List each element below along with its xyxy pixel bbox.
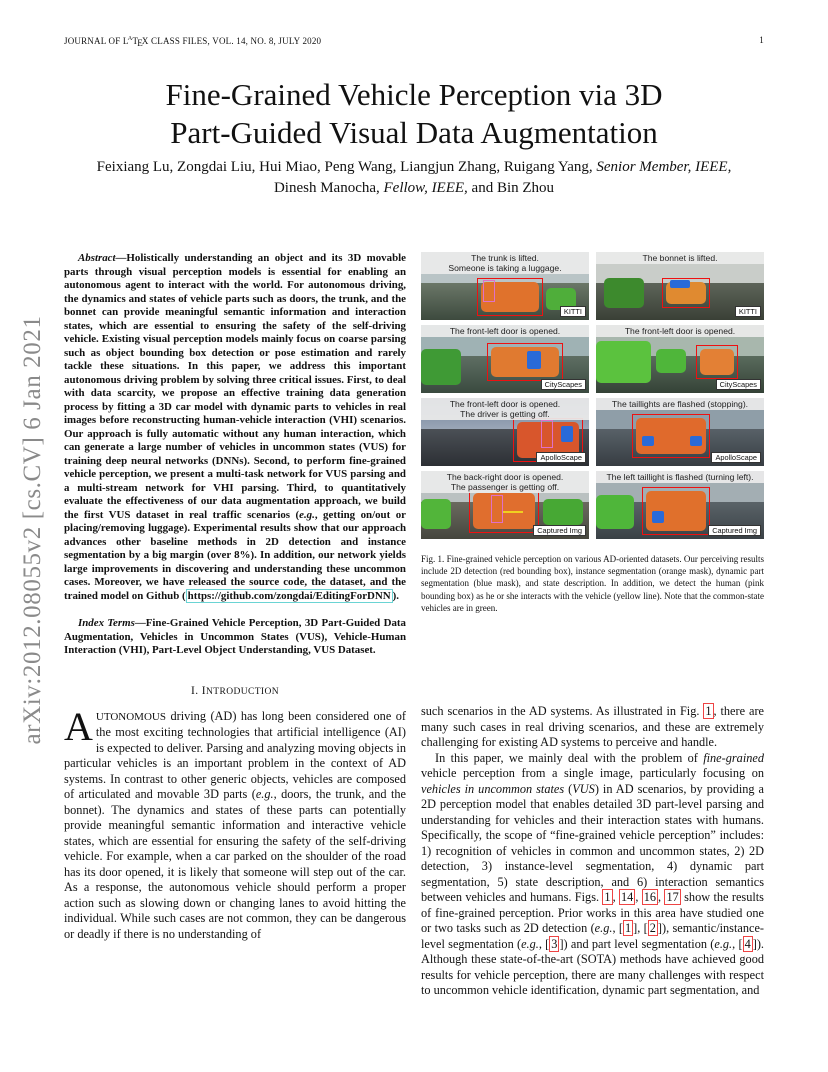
part-mask — [670, 280, 690, 288]
citation-ref[interactable]: 1 — [624, 921, 632, 936]
tile-caption: The left taillight is flashed (turning left). — [596, 471, 764, 483]
tile-caption: The taillights are flashed (stopping). — [596, 398, 764, 410]
running-header — [64, 35, 764, 48]
person-box — [491, 495, 503, 523]
dataset-tag: CityScapes — [716, 379, 761, 390]
common-vehicle — [596, 495, 634, 529]
dataset-tag: Captured Img — [533, 525, 586, 536]
figure-tile — [596, 398, 764, 466]
section-heading-introduction: I. INTRODUCTION — [190, 684, 280, 697]
figure-tile — [421, 325, 589, 393]
common-vehicle — [604, 278, 644, 308]
figure-caption: Fig. 1. Fine-grained vehicle perception on various AD-oriented datasets. Our perceiving results include 2D detection (red bounding box), instance segmentation (orange mask), dynamic part segmentation (blue mask), and state description. In addition, we detect the human (pink bounding box) as he or she interacts with the vehicle (yellow line). Note that the common-state vehicles are in green. — [421, 554, 764, 613]
figure-1 — [421, 252, 764, 550]
arxiv-stamp: arXiv:2012.08055v2 [cs.CV] 6 Jan 2021 — [19, 315, 46, 745]
dataset-tag: ApolloScape — [711, 452, 761, 463]
journal-name: JOURNAL OF $L^AT_EX$ CLASS FILES, VOL. 14, NO. 8, JULY 2020 — [64, 35, 322, 48]
figure-tile — [421, 471, 589, 539]
dataset-tag: Captured Img — [708, 525, 761, 536]
tile-caption: The back-right door is opened. The passenger is getting off. — [421, 471, 589, 493]
person-box — [483, 280, 495, 302]
right-body-text — [421, 704, 764, 999]
figure-ref[interactable]: 16 — [643, 890, 657, 905]
figure-ref[interactable]: 1 — [705, 704, 712, 719]
page-number: 1 — [759, 35, 764, 45]
paragraph: In this paper, we mainly deal with the problem of fine-grained vehicle perception from a single image, particularly focusing on vehicles in uncommon states (VUS) in AD scenarios, by providing a 2D perception model that enables detailed 3D part-level parsing and understanding for vehicles and their interaction states with humans. Specifically, the scope of “fine-grained vehicle perception” includes: 1) recognition of vehicles in common and uncommon states, 2) 2D detection, 3) instance-level segmentation, 4) dynamic part segmentation, 5) state description, and 6) interaction semantics between vehicles and humans. Figs. 1 , 14 , 16 , 17 show the results of fine-grained perception. Prior works in this area have studied one or two tasks such as 2D detection (e.g., [ 1 ], [ 2 ]), semantic/instance-level segmentation (e.g., [ 3 ]) and part level segmentation (e.g., [ 4 ]). Although these state-of-the-art (SOTA) methods have achieved good results for vehicle perception, there are many challenges with respect to uncommon vehicle identification, dynamic part segmentation, and — [421, 750, 765, 998]
paragraph: such scenarios in the AD systems. As illustrated in Fig. 1 , there are many such cases in real driving scenarios, and these are extremely challenging for existing AD systems to perceive and handle. — [421, 704, 764, 750]
interaction-line — [503, 511, 523, 513]
detection-box — [487, 343, 563, 381]
paper-title — [64, 76, 764, 152]
right-column — [421, 252, 764, 999]
part-mask — [652, 511, 664, 523]
common-vehicle — [596, 341, 651, 383]
tile-caption: The front-left door is opened. — [421, 325, 589, 337]
abstract: Abstract—Holistically understanding an object and its 3D movable parts through visual perception models is essential for enabling an autonomous agent to interact with the world. For autonomous driving, the dynamics and states of vehicle parts such as doors, the trunk, and the bonnet can provide meaningful semantic information and interaction states, which are essential to ensuring the safety of the self-driving vehicle. Existing visual perception models mainly focus on coarse parsing such as object bounding box detection or pose estimation and rarely tackle these situations. In this paper, we address this important autonomous driving problem by solving three critical issues. First, to deal with data scarcity, we propose an effective training data generation process by fitting a 3D car model with dynamic parts to vehicles in real images before reconstructing human-vehicle interaction (VHI) scenarios. Our approach is fully automatic without any human interaction, which can generate a large number of vehicles in uncommon states (VUS) for training deep neural networks (DNNs). Second, to perform fine-grained vehicle perception, we present a multi-task network for VUS parsing and a multi-stream network for VHI parsing. Third, to quantitatively evaluate the effectiveness of our data augmentation approach, we build the first VUS dataset in real traffic scenarios (e.g., getting on/out or placing/removing luggage). Experimental results show that our approach advances other baseline methods in 2D detection and instance segmentation by a big margin (over 8%). In addition, our network yields large improvements in discovering and understanding these uncommon cases. Moreover, we have released the source code, the dataset, and the trained model on Github ( https://github.com/zongdai/EditingForDNN ). — [64, 252, 406, 602]
title-line-1: Fine-Grained Vehicle Perception via 3D — [165, 77, 663, 112]
figure-tile — [596, 325, 764, 393]
figure-tile — [421, 398, 589, 466]
tile-caption: The front-left door is opened. — [596, 325, 764, 337]
figure-ref[interactable]: 1 — [604, 890, 611, 905]
dataset-tag: ApolloScape — [536, 452, 586, 463]
part-mask — [561, 426, 573, 442]
citation-ref[interactable]: 2 — [649, 921, 656, 936]
common-vehicle — [421, 499, 451, 529]
figure-tile — [596, 471, 764, 539]
common-vehicle — [421, 349, 461, 385]
citation-ref[interactable]: 4 — [744, 936, 751, 951]
person-box — [541, 420, 553, 448]
drop-cap: A — [64, 703, 93, 749]
dataset-tag: KITTI — [735, 306, 761, 317]
tile-caption: The front-left door is opened. The driver is getting off. — [421, 398, 589, 420]
figure-ref[interactable]: 17 — [666, 890, 679, 905]
intro-paragraph: AUTONOMOUS driving (AD) has long been considered one of the most exciting technologies that artificial intelligence (AI) is expected to deliver. Parsing and analyzing moving objects in particular vehicles is an important problem in the context of AD systems. In contrast to other generic objects, vehicles are composed of articulated and movable 3D parts (e.g., doors, the trunk, and the bonnet). The dynamics and states of these parts can potentially provide meaningful semantic information and interactive vehicle states, which are essential for ensuring the safety of the self-driving vehicle. For example, when a car parked on the shoulder of the road has its door opened, it is likely that someone will step out of the car. As a response, the autonomous vehicle should perform a proper action such as slowing down or changing lanes to avoid hitting the individual. While such cases are not common, they can be dangerous or deadly if there is no understanding of — [64, 703, 407, 941]
part-mask — [690, 436, 702, 446]
part-mask — [527, 351, 541, 369]
tile-caption: The bonnet is lifted. — [596, 252, 764, 264]
common-vehicle — [656, 349, 686, 373]
tile-caption: The trunk is lifted. Someone is taking a luggage. — [421, 252, 589, 274]
index-terms: Index Terms—Fine-Grained Vehicle Perception, 3D Part-Guided Data Augmentation, Vehicles in Uncommon States (VUS), Vehicle-Human Interaction (VHI), Part-Level Object Understanding, VUS Dataset. — [64, 617, 406, 656]
title-line-2: Part-Guided Visual Data Augmentation — [170, 115, 658, 150]
figure-tile — [596, 252, 764, 320]
citation-ref[interactable]: 3 — [551, 936, 558, 951]
author-list: Feixiang Lu, Zongdai Liu, Hui Miao, Peng Wang, Liangjun Zhang, Ruigang Yang, Senior Member, IEEE, Dinesh Manocha, Fellow, IEEE, and Bin Zhou — [96, 159, 732, 196]
dataset-tag: KITTI — [560, 306, 586, 317]
dataset-tag: CityScapes — [541, 379, 586, 390]
detection-box — [696, 345, 738, 379]
figure-ref[interactable]: 14 — [621, 890, 634, 905]
part-mask — [642, 436, 654, 446]
figure-tile — [421, 252, 589, 320]
common-vehicle — [543, 499, 583, 525]
left-column — [64, 252, 406, 942]
github-link[interactable]: https://github.com/zongdai/EditingForDNN — [187, 589, 391, 602]
